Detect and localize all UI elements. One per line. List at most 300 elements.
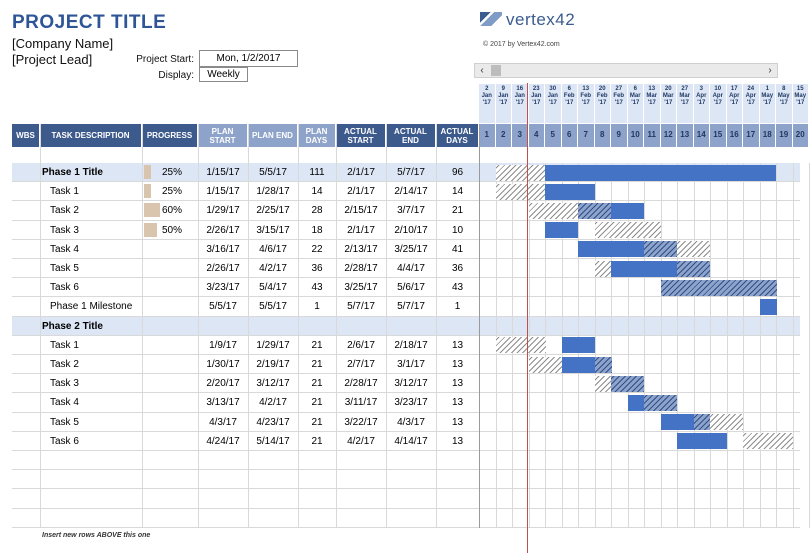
plan-bar[interactable] [496, 337, 546, 353]
week-year: '17 [548, 100, 557, 106]
table-row[interactable] [12, 393, 800, 412]
project-start-input[interactable]: Mon, 1/2/2017 [199, 50, 298, 67]
actual-bar[interactable] [628, 395, 645, 411]
col-plan-start-value[interactable]: 2/20/17 [206, 378, 240, 390]
week-year: '17 [730, 100, 739, 106]
week-number: 12 [661, 124, 678, 147]
week-number: 19 [776, 124, 793, 147]
week-date-label [677, 84, 694, 123]
col-actual-start-value[interactable]: 3/22/17 [344, 416, 378, 428]
week-date-label [595, 84, 612, 123]
week-month: Jan [481, 93, 492, 99]
week-month: Feb [596, 93, 608, 99]
plan-bar[interactable] [677, 241, 710, 257]
task-description[interactable]: Task 1 [50, 339, 79, 351]
week-date-label [793, 84, 810, 123]
header-col-plan-days: PLAN DAYS [298, 124, 336, 147]
week-year: '17 [581, 100, 590, 106]
week-day: 20 [598, 86, 606, 92]
table-row[interactable] [12, 509, 800, 528]
task-description[interactable]: Task 2 [50, 205, 79, 217]
company-name[interactable]: [Company Name] [12, 36, 114, 51]
task-description[interactable]: Task 3 [50, 378, 79, 390]
col-plan-end-value[interactable]: 1/29/17 [256, 339, 290, 351]
project-title[interactable]: PROJECT TITLE [12, 12, 167, 33]
actual-bar[interactable] [661, 280, 777, 296]
table-row[interactable] [12, 489, 800, 508]
task-description[interactable]: Phase 1 Milestone [50, 301, 133, 313]
week-divider [644, 163, 645, 528]
col-plan-end-value[interactable]: 2/25/17 [256, 205, 290, 217]
col-actual-end-value[interactable]: 5/7/17 [397, 167, 425, 178]
week-month: Apr [712, 93, 723, 99]
col-plan-days-value[interactable]: 28 [311, 205, 323, 217]
week-day: 3 [699, 86, 703, 92]
display-input[interactable]: Weekly [199, 67, 248, 82]
week-date-label [545, 84, 562, 123]
week-number: 3 [512, 124, 529, 147]
display-label: Display: [158, 70, 194, 81]
col-actual-days-value[interactable]: 13 [451, 416, 464, 428]
plan-bar[interactable] [595, 376, 612, 392]
week-number: 15 [710, 124, 727, 147]
week-date-label [694, 84, 711, 123]
col-actual-days-value[interactable]: 1 [454, 301, 461, 313]
col-actual-start-value[interactable]: 2/1/17 [347, 224, 375, 236]
col-actual-end-value[interactable]: 4/14/17 [394, 435, 428, 447]
week-month: Mar [646, 93, 658, 99]
week-month: Apr [696, 93, 707, 99]
col-plan-end-value[interactable]: 3/12/17 [256, 378, 290, 390]
week-day: 13 [582, 86, 590, 92]
col-plan-days-value[interactable] [298, 317, 336, 336]
col-progress-value[interactable]: 50% [161, 224, 182, 236]
col-actual-start-value[interactable]: 2/15/17 [344, 205, 378, 217]
actual-bar[interactable] [545, 184, 595, 200]
col-progress-value[interactable] [142, 240, 198, 259]
actual-bar[interactable] [661, 414, 694, 430]
col-plan-start-value[interactable]: 4/24/17 [206, 435, 240, 447]
week-number: 10 [628, 124, 645, 147]
week-year: '17 [499, 100, 508, 106]
week-year: '17 [796, 100, 805, 106]
week-date-label [727, 84, 744, 123]
week-year: '17 [713, 100, 722, 106]
table-row[interactable] [12, 470, 800, 489]
col-progress-value[interactable] [142, 413, 198, 432]
week-day: 8 [782, 86, 786, 92]
header-col-plan-end: PLAN END [248, 124, 298, 147]
col-progress-value[interactable] [142, 432, 198, 451]
col-actual-start-value[interactable]: 2/7/17 [347, 359, 375, 370]
task-description[interactable]: Task 4 [50, 243, 79, 255]
week-year: '17 [647, 100, 656, 106]
week-month: Feb [613, 93, 625, 99]
col-actual-days-value[interactable]: 13 [451, 435, 464, 447]
scroll-left-icon[interactable]: ‹ [480, 65, 484, 76]
plan-bar[interactable] [496, 184, 546, 200]
actual-bar[interactable] [760, 299, 777, 315]
col-plan-start-value[interactable]: 2/26/17 [206, 263, 240, 274]
week-year: '17 [779, 100, 788, 106]
col-progress-value[interactable]: 60% [161, 205, 182, 217]
col-actual-start-value[interactable] [336, 317, 386, 336]
col-actual-end-value[interactable]: 4/3/17 [397, 416, 425, 428]
actual-bar[interactable] [545, 165, 776, 181]
col-actual-end-value[interactable]: 2/10/17 [394, 224, 428, 236]
table-row[interactable] [12, 374, 800, 393]
table-row[interactable] [12, 451, 800, 470]
header-col-task-description: TASK DESCRIPTION [40, 124, 142, 147]
week-divider [677, 163, 678, 528]
col-actual-days-value[interactable]: 96 [451, 167, 464, 178]
week-month: Jan [531, 93, 542, 99]
col-progress-value[interactable] [142, 355, 198, 374]
week-month: May [777, 93, 790, 99]
week-day: 15 [796, 86, 804, 92]
week-number: 17 [743, 124, 760, 147]
actual-bar[interactable] [562, 337, 595, 353]
week-number: 18 [760, 124, 777, 147]
week-number: 2 [496, 124, 513, 147]
week-year: '17 [515, 100, 524, 106]
week-month: Mar [629, 93, 641, 99]
col-plan-start-value[interactable]: 1/15/17 [206, 167, 240, 178]
table-row[interactable] [12, 336, 800, 355]
col-plan-end-value[interactable]: 5/5/17 [259, 301, 287, 313]
actual-bar[interactable] [677, 433, 727, 449]
col-actual-end-value[interactable]: 2/18/17 [394, 339, 428, 351]
col-actual-start-value[interactable]: 2/13/17 [344, 243, 378, 255]
week-number: 6 [562, 124, 579, 147]
col-plan-days-value[interactable]: 18 [311, 224, 323, 236]
col-actual-end-value[interactable] [386, 317, 436, 336]
actual-bar[interactable] [611, 261, 677, 277]
week-month: Apr [745, 93, 756, 99]
plan-bar[interactable] [595, 261, 612, 277]
actual-bar[interactable] [578, 241, 644, 257]
col-actual-days-value[interactable]: 36 [451, 263, 464, 274]
col-plan-days-value[interactable]: 22 [311, 243, 323, 255]
week-number: 16 [727, 124, 744, 147]
col-plan-end-value[interactable]: 5/4/17 [259, 282, 287, 294]
task-description[interactable]: Phase 1 Title [42, 167, 103, 178]
col-plan-days-value[interactable]: 21 [311, 339, 323, 351]
task-description[interactable]: Task 6 [50, 282, 79, 294]
header-col-progress: PROGRESS [142, 124, 198, 147]
header-col-actual-start: ACTUAL START [336, 124, 386, 147]
week-year: '17 [482, 100, 491, 106]
col-actual-start-value[interactable]: 2/28/17 [344, 378, 378, 390]
col-plan-days-value[interactable]: 43 [311, 282, 323, 294]
week-year: '17 [532, 100, 541, 106]
week-divider [760, 163, 761, 528]
week-date-label [644, 84, 661, 123]
week-day: 6 [567, 86, 571, 92]
week-date-label [710, 84, 727, 123]
week-year: '17 [565, 100, 574, 106]
col-plan-end-value[interactable]: 2/19/17 [256, 359, 290, 370]
week-day: 10 [714, 86, 722, 92]
col-actual-days-value[interactable]: 13 [451, 359, 464, 370]
header-col-plan-start: PLAN START [198, 124, 248, 147]
col-actual-end-value[interactable]: 4/4/17 [397, 263, 425, 274]
week-day: 27 [615, 86, 623, 92]
plan-bar[interactable] [529, 357, 562, 373]
week-number: 13 [677, 124, 694, 147]
timeline-border [479, 124, 480, 528]
col-plan-days-value[interactable]: 21 [311, 435, 323, 447]
col-actual-end-value[interactable]: 5/7/17 [397, 301, 425, 313]
col-plan-end-value[interactable]: 5/5/17 [259, 167, 287, 178]
column-divider [248, 124, 249, 528]
scroll-thumb[interactable] [491, 65, 501, 76]
col-actual-start-value[interactable]: 2/28/17 [344, 263, 378, 274]
week-month: Jan [498, 93, 509, 99]
col-progress-value[interactable] [142, 259, 198, 278]
week-year: '17 [664, 100, 673, 106]
week-day: 30 [549, 86, 557, 92]
week-year: '17 [614, 100, 623, 106]
plan-bar[interactable] [595, 222, 661, 238]
actual-bar[interactable] [578, 203, 611, 219]
actual-bar[interactable] [694, 414, 711, 430]
week-number: 9 [611, 124, 628, 147]
week-date-label [562, 84, 579, 123]
week-day: 23 [532, 86, 540, 92]
col-progress-value[interactable] [142, 317, 198, 336]
col-actual-days-value[interactable]: 14 [451, 186, 464, 198]
col-plan-days-value[interactable]: 21 [311, 416, 323, 428]
col-actual-end-value[interactable]: 3/23/17 [394, 397, 428, 409]
task-description[interactable]: Task 5 [50, 416, 79, 428]
timeline-scrollbar[interactable] [474, 63, 778, 78]
column-divider [436, 124, 437, 528]
task-description[interactable]: Task 4 [50, 397, 79, 409]
col-actual-start-value[interactable]: 3/25/17 [344, 282, 378, 294]
col-actual-days-value[interactable] [436, 317, 479, 336]
phase-row[interactable] [12, 317, 800, 336]
week-number: 14 [694, 124, 711, 147]
col-actual-end-value[interactable]: 3/25/17 [394, 243, 428, 255]
col-plan-end-value[interactable]: 4/6/17 [259, 243, 287, 255]
col-plan-end-value[interactable]: 5/14/17 [256, 435, 290, 447]
week-number: 8 [595, 124, 612, 147]
week-number: 5 [545, 124, 562, 147]
week-number: 11 [644, 124, 661, 147]
col-progress-value[interactable] [142, 374, 198, 393]
week-divider [743, 163, 744, 528]
column-divider [40, 124, 41, 528]
col-plan-end-value[interactable]: 3/15/17 [256, 224, 290, 236]
table-row[interactable] [12, 201, 800, 220]
table-row[interactable] [12, 297, 800, 316]
week-date-label [661, 84, 678, 123]
week-date-label [479, 84, 496, 123]
week-year: '17 [631, 100, 640, 106]
col-actual-days-value[interactable]: 21 [451, 205, 464, 217]
col-plan-start-value[interactable]: 5/5/17 [209, 301, 237, 313]
vertex42-logo [480, 10, 575, 30]
week-date-label [743, 84, 760, 123]
week-day: 17 [730, 86, 738, 92]
header-col-actual-days: ACTUAL DAYS [436, 124, 479, 147]
week-number: 4 [529, 124, 546, 147]
col-actual-start-value[interactable]: 2/1/17 [347, 167, 375, 178]
week-month: Mar [662, 93, 674, 99]
week-date-label [760, 84, 777, 123]
week-year: '17 [598, 100, 607, 106]
column-divider [386, 124, 387, 528]
col-plan-start-value[interactable]: 3/16/17 [206, 243, 240, 255]
project-start-label: Project Start: [136, 54, 194, 65]
week-day: 6 [633, 86, 637, 92]
week-number: 7 [578, 124, 595, 147]
col-actual-days-value[interactable]: 43 [451, 282, 464, 294]
week-month: Feb [580, 93, 592, 99]
plan-bar[interactable] [743, 433, 793, 449]
week-day: 20 [664, 86, 672, 92]
week-year: '17 [763, 100, 772, 106]
week-date-label [578, 84, 595, 123]
col-plan-end-value[interactable] [248, 317, 298, 336]
col-actual-start-value[interactable]: 2/1/17 [347, 186, 375, 198]
table-row[interactable] [12, 182, 800, 201]
actual-bar[interactable] [644, 241, 677, 257]
week-date-label [611, 84, 628, 123]
col-progress-value[interactable] [142, 297, 198, 316]
week-date-label [776, 84, 793, 123]
actual-bar[interactable] [545, 222, 578, 238]
week-divider [776, 163, 777, 528]
col-plan-days-value[interactable]: 21 [311, 378, 323, 390]
plan-bar[interactable] [710, 414, 743, 430]
task-description[interactable]: Task 5 [50, 263, 79, 274]
actual-bar[interactable] [611, 203, 644, 219]
week-month: May [794, 93, 807, 99]
plan-bar[interactable] [496, 165, 546, 181]
week-divider [661, 163, 662, 528]
column-divider [298, 124, 299, 528]
project-lead[interactable]: [Project Lead] [12, 52, 93, 67]
week-month: Jan [547, 93, 558, 99]
week-day: 13 [648, 86, 656, 92]
week-day: 2 [485, 86, 489, 92]
col-plan-days-value[interactable]: 1 [314, 301, 320, 313]
col-progress-value[interactable]: 25% [161, 186, 182, 198]
col-progress-value[interactable] [142, 278, 198, 297]
col-actual-days-value[interactable]: 13 [451, 378, 464, 390]
task-description[interactable]: Task 1 [50, 186, 79, 198]
col-actual-days-value[interactable]: 13 [451, 397, 464, 409]
logo-icon [480, 12, 502, 26]
col-plan-days-value[interactable]: 14 [311, 186, 323, 198]
week-date-label [628, 84, 645, 123]
col-plan-start-value[interactable]: 1/30/17 [206, 359, 240, 370]
col-plan-days-value[interactable]: 21 [311, 359, 323, 370]
week-year: '17 [680, 100, 689, 106]
actual-bar[interactable] [562, 357, 595, 373]
col-actual-start-value[interactable]: 4/2/17 [347, 435, 375, 447]
col-plan-start-value[interactable]: 2/26/17 [206, 224, 240, 236]
week-year: '17 [746, 100, 755, 106]
task-description[interactable]: Task 3 [50, 224, 79, 236]
col-plan-start-value[interactable]: 1/29/17 [206, 205, 240, 217]
col-actual-start-value[interactable]: 2/6/17 [347, 339, 375, 351]
actual-bar[interactable] [644, 395, 677, 411]
column-divider [142, 124, 143, 528]
footer-note: Insert new rows ABOVE this one [42, 532, 151, 539]
col-plan-end-value[interactable]: 4/23/17 [256, 416, 290, 428]
task-description[interactable]: Task 2 [50, 359, 79, 370]
header-col-wbs: WBS [12, 124, 40, 147]
col-plan-start-value[interactable]: 3/13/17 [206, 397, 240, 409]
col-plan-days-value[interactable]: 111 [309, 167, 325, 178]
week-month: Apr [729, 93, 740, 99]
week-divider [710, 163, 711, 528]
week-day: 9 [501, 86, 505, 92]
copyright-text: © 2017 by Vertex42.com [483, 41, 560, 48]
col-plan-end-value[interactable]: 1/28/17 [256, 186, 290, 198]
week-day: 24 [747, 86, 755, 92]
col-plan-start-value[interactable]: 1/9/17 [209, 339, 237, 351]
week-date-label [496, 84, 513, 123]
actual-bar[interactable] [611, 376, 644, 392]
week-date-label [529, 84, 546, 123]
col-plan-start-value[interactable]: 1/15/17 [206, 186, 240, 198]
col-plan-days-value[interactable]: 36 [311, 263, 323, 274]
col-plan-end-value[interactable]: 4/2/17 [259, 263, 287, 274]
plan-bar[interactable] [529, 203, 579, 219]
week-divider [793, 163, 794, 528]
col-plan-days-value[interactable]: 21 [311, 397, 323, 409]
col-plan-end-value[interactable]: 4/2/17 [259, 397, 287, 409]
task-description[interactable]: Task 6 [50, 435, 79, 447]
col-actual-days-value[interactable]: 10 [451, 224, 464, 236]
col-actual-end-value[interactable]: 3/1/17 [397, 359, 425, 370]
header-col-actual-end: ACTUAL END [386, 124, 436, 147]
week-month: May [761, 93, 774, 99]
col-actual-days-value[interactable]: 41 [451, 243, 464, 255]
table-row[interactable] [12, 221, 800, 240]
actual-bar[interactable] [677, 261, 710, 277]
week-number: 20 [793, 124, 810, 147]
col-actual-end-value[interactable]: 3/12/17 [394, 378, 428, 390]
col-plan-start-value[interactable]: 4/3/17 [209, 416, 237, 428]
col-actual-start-value[interactable]: 5/7/17 [347, 301, 375, 313]
col-progress-value[interactable]: 25% [161, 167, 182, 178]
col-actual-start-value[interactable]: 3/11/17 [344, 397, 378, 409]
week-number: 1 [479, 124, 496, 147]
actual-bar[interactable] [595, 357, 612, 373]
col-actual-end-value[interactable]: 5/6/17 [397, 282, 425, 294]
week-month: Jan [514, 93, 525, 99]
column-divider [336, 124, 337, 528]
scroll-right-icon[interactable]: › [768, 65, 772, 76]
col-actual-end-value[interactable]: 3/7/17 [397, 205, 425, 217]
week-day: 1 [765, 86, 769, 92]
col-plan-start-value[interactable] [198, 317, 248, 336]
col-progress-value[interactable] [142, 336, 198, 355]
col-progress-value[interactable] [142, 393, 198, 412]
col-actual-days-value[interactable]: 13 [451, 339, 464, 351]
col-actual-end-value[interactable]: 2/14/17 [394, 186, 428, 198]
week-month: Mar [679, 93, 691, 99]
table-row[interactable] [12, 355, 800, 374]
col-plan-start-value[interactable]: 3/23/17 [206, 282, 240, 294]
week-divider [727, 163, 728, 528]
task-description[interactable]: Phase 2 Title [42, 320, 103, 332]
